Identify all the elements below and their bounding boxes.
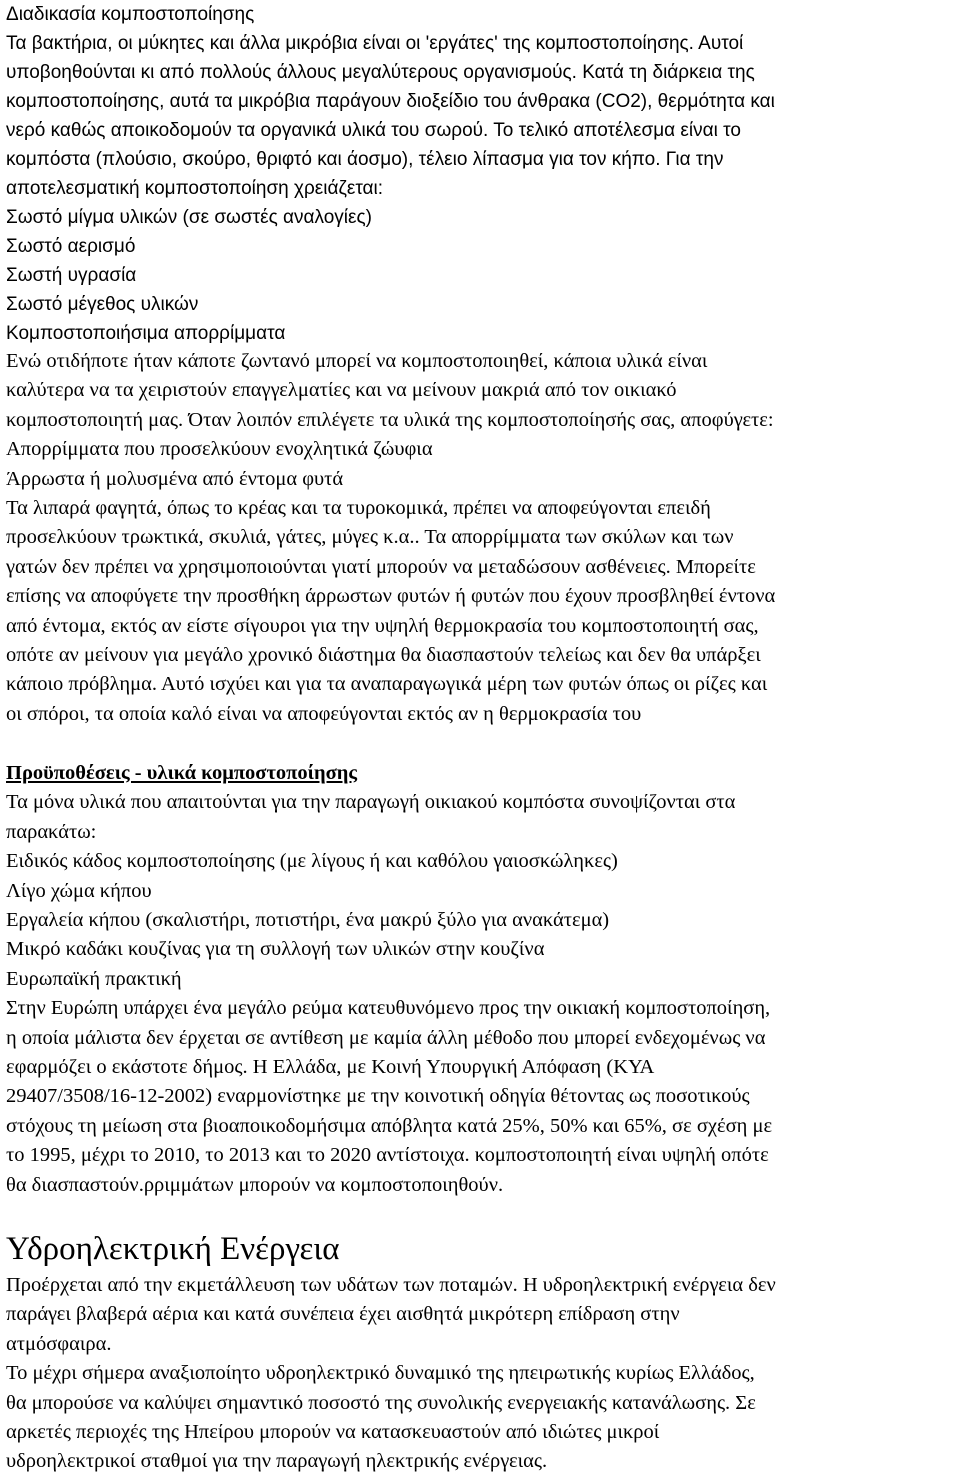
paragraph-line: κάποιο πρόβλημα. Αυτό ισχύει και για τα αναπαραγωγικά μέρη των φυτών όπως οι ρίζες και — [6, 673, 768, 696]
paragraph-line: υδροηλεκτρικοί σταθμοί για την παραγωγή ηλεκτρικής ενέργειας. — [6, 1450, 548, 1473]
hydro-section — [6, 1271, 956, 1477]
paragraph-line: υποβοηθούνται κι από πολλούς άλλους μεγαλύτερους οργανισμούς. Κατά τη διάρκεια της — [6, 62, 755, 83]
list-item: Εργαλεία κήπου (σκαλιστήρι, ποτιστήρι, ένα μακρύ ξύλο για ανακάτεμα) — [6, 909, 610, 932]
paragraph-line: γατών δεν πρέπει να χρησιμοποιούνται γιατί μπορούν να μεταδώσουν ασθένειες. Μπορείτε — [6, 555, 756, 578]
paragraph-line: Στην Ευρώπη υπάρχει ένα μεγάλο ρεύμα κατευθυνόμενο προς την οικιακή κομποστοποίηση, — [6, 997, 771, 1020]
paragraph-line: παράγει βλαβερά αέρια και κατά συνέπεια έχει αισθητά μικρότερη επίδραση στην — [6, 1303, 680, 1326]
subheading: Ευρωπαϊκή πρακτική — [6, 967, 182, 990]
paragraph-line: θα μπορούσε να καλύψει σημαντικό ποσοστό της συνολικής ενεργειακής κατανάλωσης. Σε — [6, 1391, 756, 1414]
paragraph-line: οι σπόροι, τα οποία καλό είναι να αποφεύγονται εκτός αν η θερμοκρασία του — [6, 702, 642, 725]
list-item: Άρρωστα ή μολυσμένα από έντομα φυτά — [6, 467, 344, 490]
list-item: Απορρίμματα που προσελκύουν ενοχλητικά ζώυφια — [6, 438, 433, 461]
list-item: Σωστό μίγμα υλικών (σε σωστές αναλογίες) — [6, 207, 372, 228]
list-item: Λίγο χώμα κήπου — [6, 879, 152, 902]
paragraph-line: νερό καθώς αποικοδομούν τα οργανικά υλικά του σωρού. Το τελικό αποτέλεσμα είναι το — [6, 120, 741, 141]
paragraph-line: παρακάτω: — [6, 820, 97, 843]
paragraph-line: οπότε αν μείνουν για μεγάλο χρονικό διάστημα θα διασπαστούν τελείως και δεν θα υπάρξει — [6, 644, 761, 667]
paragraph-line: 29407/3508/16-12-2002) εναρμονίστηκε με την κοινοτική οδηγία θέτοντας ως ποσοτικούς — [6, 1085, 750, 1108]
paragraph-line: εφαρμόζει ο εκάστοτε δήμος. Η Ελλάδα, με Κοινή Υπουργική Απόφαση (ΚΥΑ — [6, 1056, 655, 1079]
paragraph-line: Τα βακτήρια, οι μύκητες και άλλα μικρόβια είναι οι 'εργάτες' της κομποστοποίησης. Αυτοί — [6, 33, 744, 54]
composting-title: Διαδικασία κομποστοποίησης — [6, 4, 255, 25]
prerequisites-heading: Προϋποθέσεις - υλικά κομποστοποίησης — [6, 762, 358, 784]
paragraph-line: Τα μόνα υλικά που απαιτούνται για την παραγωγή οικιακού κομπόστα συνοψίζονται στα — [6, 791, 736, 814]
list-item: Σωστό μέγεθος υλικών — [6, 294, 199, 315]
paragraph-line: κομποστοποίησης, αυτά τα μικρόβια παράγουν διοξείδιο του άνθρακα (CO2), θερμότητα και — [6, 91, 775, 112]
paragraph-line: Το μέχρι σήμερα αναξιοποίητο υδροηλεκτρικό δυναμικό της ηπειρωτικής κυρίως Ελλάδος, — [6, 1362, 755, 1385]
hydro-title: Υδροηλεκτρική Ενέργεια — [6, 1231, 340, 1267]
paragraph-line: στόχους τη μείωση στα βιοαποικοδομήσιμα απόβλητα κατά 25%, 50% και 65%, σε σχέση με — [6, 1114, 773, 1137]
list-item: Σωστή υγρασία — [6, 265, 137, 286]
paragraph-line: καλύτερα να τα χειριστούν επαγγελματίες και να μείνουν μακριά από τον οικιακό — [6, 379, 677, 402]
list-item: Ειδικός κάδος κομποστοποίησης (με λίγους ή και καθόλου γαιοσκώληκες) — [6, 850, 618, 873]
paragraph-line: Ενώ οτιδήποτε ήταν κάποτε ζωντανό μπορεί να κομποστοποιηθεί, κάποια υλικά είναι — [6, 350, 708, 372]
paragraph-line: το 1995, μέχρι το 2010, το 2013 και το 2020 αντίστοιχα. κομποστοποιητή είναι υψηλή οπότε — [6, 1144, 769, 1167]
avoid-section — [6, 347, 956, 729]
paragraph-line: προσελκύουν τρωκτικά, σκυλιά, γάτες, μύγες κ.α.. Τα απορρίμματα των σκύλων και των — [6, 526, 734, 549]
paragraph-line: κομποστοποιητή μας. Όταν λοιπόν επιλέγετε τα υλικά της κομποστοποίησής σας, αποφύγετε: — [6, 408, 774, 431]
composting-section — [6, 0, 956, 348]
paragraph-line: Προέρχεται από την εκμετάλλευση των υδάτων των ποταμών. Η υδροηλεκτρική ενέργεια δεν — [6, 1274, 776, 1296]
list-item: Σωστό αερισμό — [6, 236, 136, 257]
list-item: Μικρό καδάκι κουζίνας για τη συλλογή των υλικών στην κουζίνα — [6, 938, 545, 961]
paragraph-line: Τα λιπαρά φαγητά, όπως το κρέας και τα τυροκομικά, πρέπει να αποφεύγονται επειδή — [6, 497, 711, 520]
paragraph-line: θα διασπαστούν.ρριμμάτων μπορούν να κομποστοποιηθούν. — [6, 1173, 504, 1196]
list-item: Κομποστοποιήσιμα απορρίμματα — [6, 323, 286, 344]
paragraph-line: η οποία μάλιστα δεν έρχεται σε αντίθεση με καμία άλλη μέθοδο που μπορεί ενδεχομένως να — [6, 1026, 766, 1049]
paragraph-line: από έντομα, εκτός αν είστε σίγουροι για την υψηλή θερμοκρασία του κομποστοποιητή σας, — [6, 614, 759, 637]
paragraph-line: επίσης να αποφύγετε την προσθήκη άρρωστων φυτών ή φυτών που έχουν προσβληθεί έντονα — [6, 585, 776, 608]
paragraph-line: κομπόστα (πλούσιο, σκούρο, θριφτό και άοσμο), τέλειο λίπασμα για τον κήπο. Για την — [6, 149, 724, 170]
paragraph-line: αποτελεσματική κομποστοποίηση χρειάζεται: — [6, 178, 384, 199]
paragraph-line: αρκετές περιοχές της Ηπείρου μπορούν να κατασκευαστούν από ιδιώτες μικροί — [6, 1421, 660, 1444]
prerequisites-section — [6, 759, 956, 1200]
paragraph-line: ατμόσφαιρα. — [6, 1332, 112, 1355]
